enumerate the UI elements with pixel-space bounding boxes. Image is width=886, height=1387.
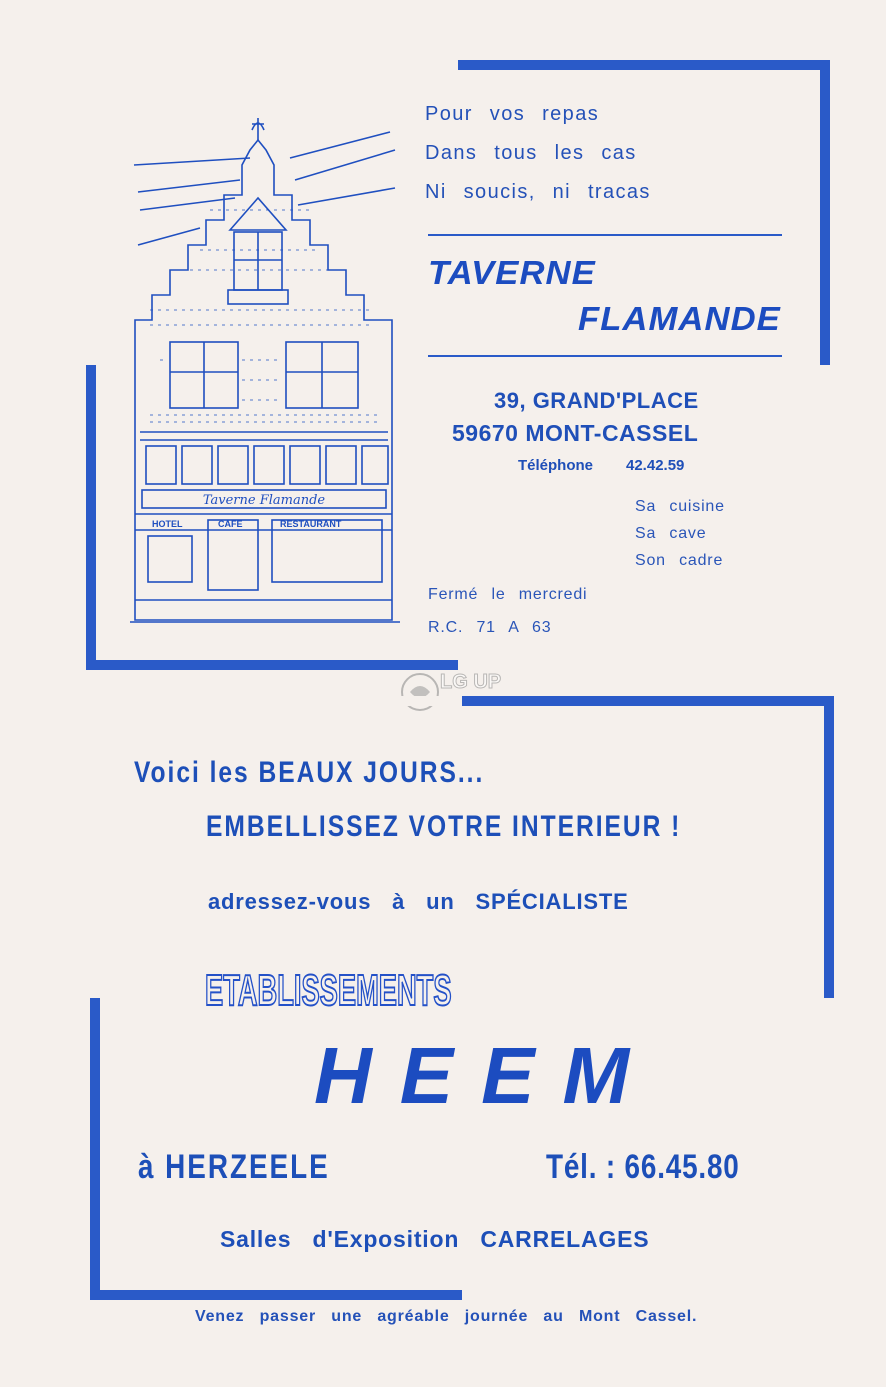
- headline-embellissez: EMBELLISSEZ VOTRE INTERIEUR !: [206, 810, 682, 843]
- address-line-1: 39, GRAND'PLACE: [494, 388, 699, 413]
- feature-2: Sa cave: [635, 525, 707, 542]
- closing-day: Fermé le mercredi: [428, 586, 588, 603]
- slogan-line-1: Pour vos repas: [425, 103, 600, 125]
- etablissements-title: ETABLISSEMENTS: [205, 966, 452, 1015]
- showroom-line: Salles d'Exposition CARRELAGES: [220, 1226, 650, 1252]
- illustration-hotel-label: HOTEL: [152, 519, 183, 529]
- illustration-restaurant-label: RESTAURANT: [280, 519, 342, 529]
- registration-number: R.C. 71 A 63: [428, 619, 552, 636]
- taverne-name-line-2: FLAMANDE: [578, 300, 781, 337]
- address-line-2: 59670 MONT-CASSEL: [452, 420, 699, 446]
- feature-3: Son cadre: [635, 552, 724, 569]
- footer-tagline: Venez passer une agréable journée au Mont Cassel.: [195, 1308, 698, 1325]
- feature-1: Sa cuisine: [635, 498, 725, 515]
- location-herzeele: à HERZEELE: [138, 1148, 330, 1186]
- slogan-line-2: Dans tous les cas: [425, 142, 637, 164]
- divider-bottom: [428, 355, 782, 357]
- taverne-building-illustration: [130, 110, 405, 630]
- phone-label: Téléphone: [518, 457, 594, 474]
- divider-top: [428, 234, 782, 236]
- headline-beaux-jours: Voici les BEAUX JOURS...: [134, 756, 485, 789]
- illustration-sign: Taverne Flamande: [202, 493, 326, 508]
- slogan-line-3: Ni soucis, ni tracas: [425, 181, 651, 203]
- watermark-text: LG UP: [440, 671, 502, 693]
- specialist-line: adressez-vous à un SPÉCIALISTE: [208, 889, 629, 914]
- heem-company-name: HEEM: [314, 1031, 658, 1120]
- phone-number: 42.42.59: [626, 457, 685, 474]
- taverne-name-line-1: TAVERNE: [428, 254, 596, 291]
- heem-telephone: Tél. : 66.45.80: [546, 1148, 740, 1186]
- illustration-cafe-label: CAFE: [218, 519, 243, 529]
